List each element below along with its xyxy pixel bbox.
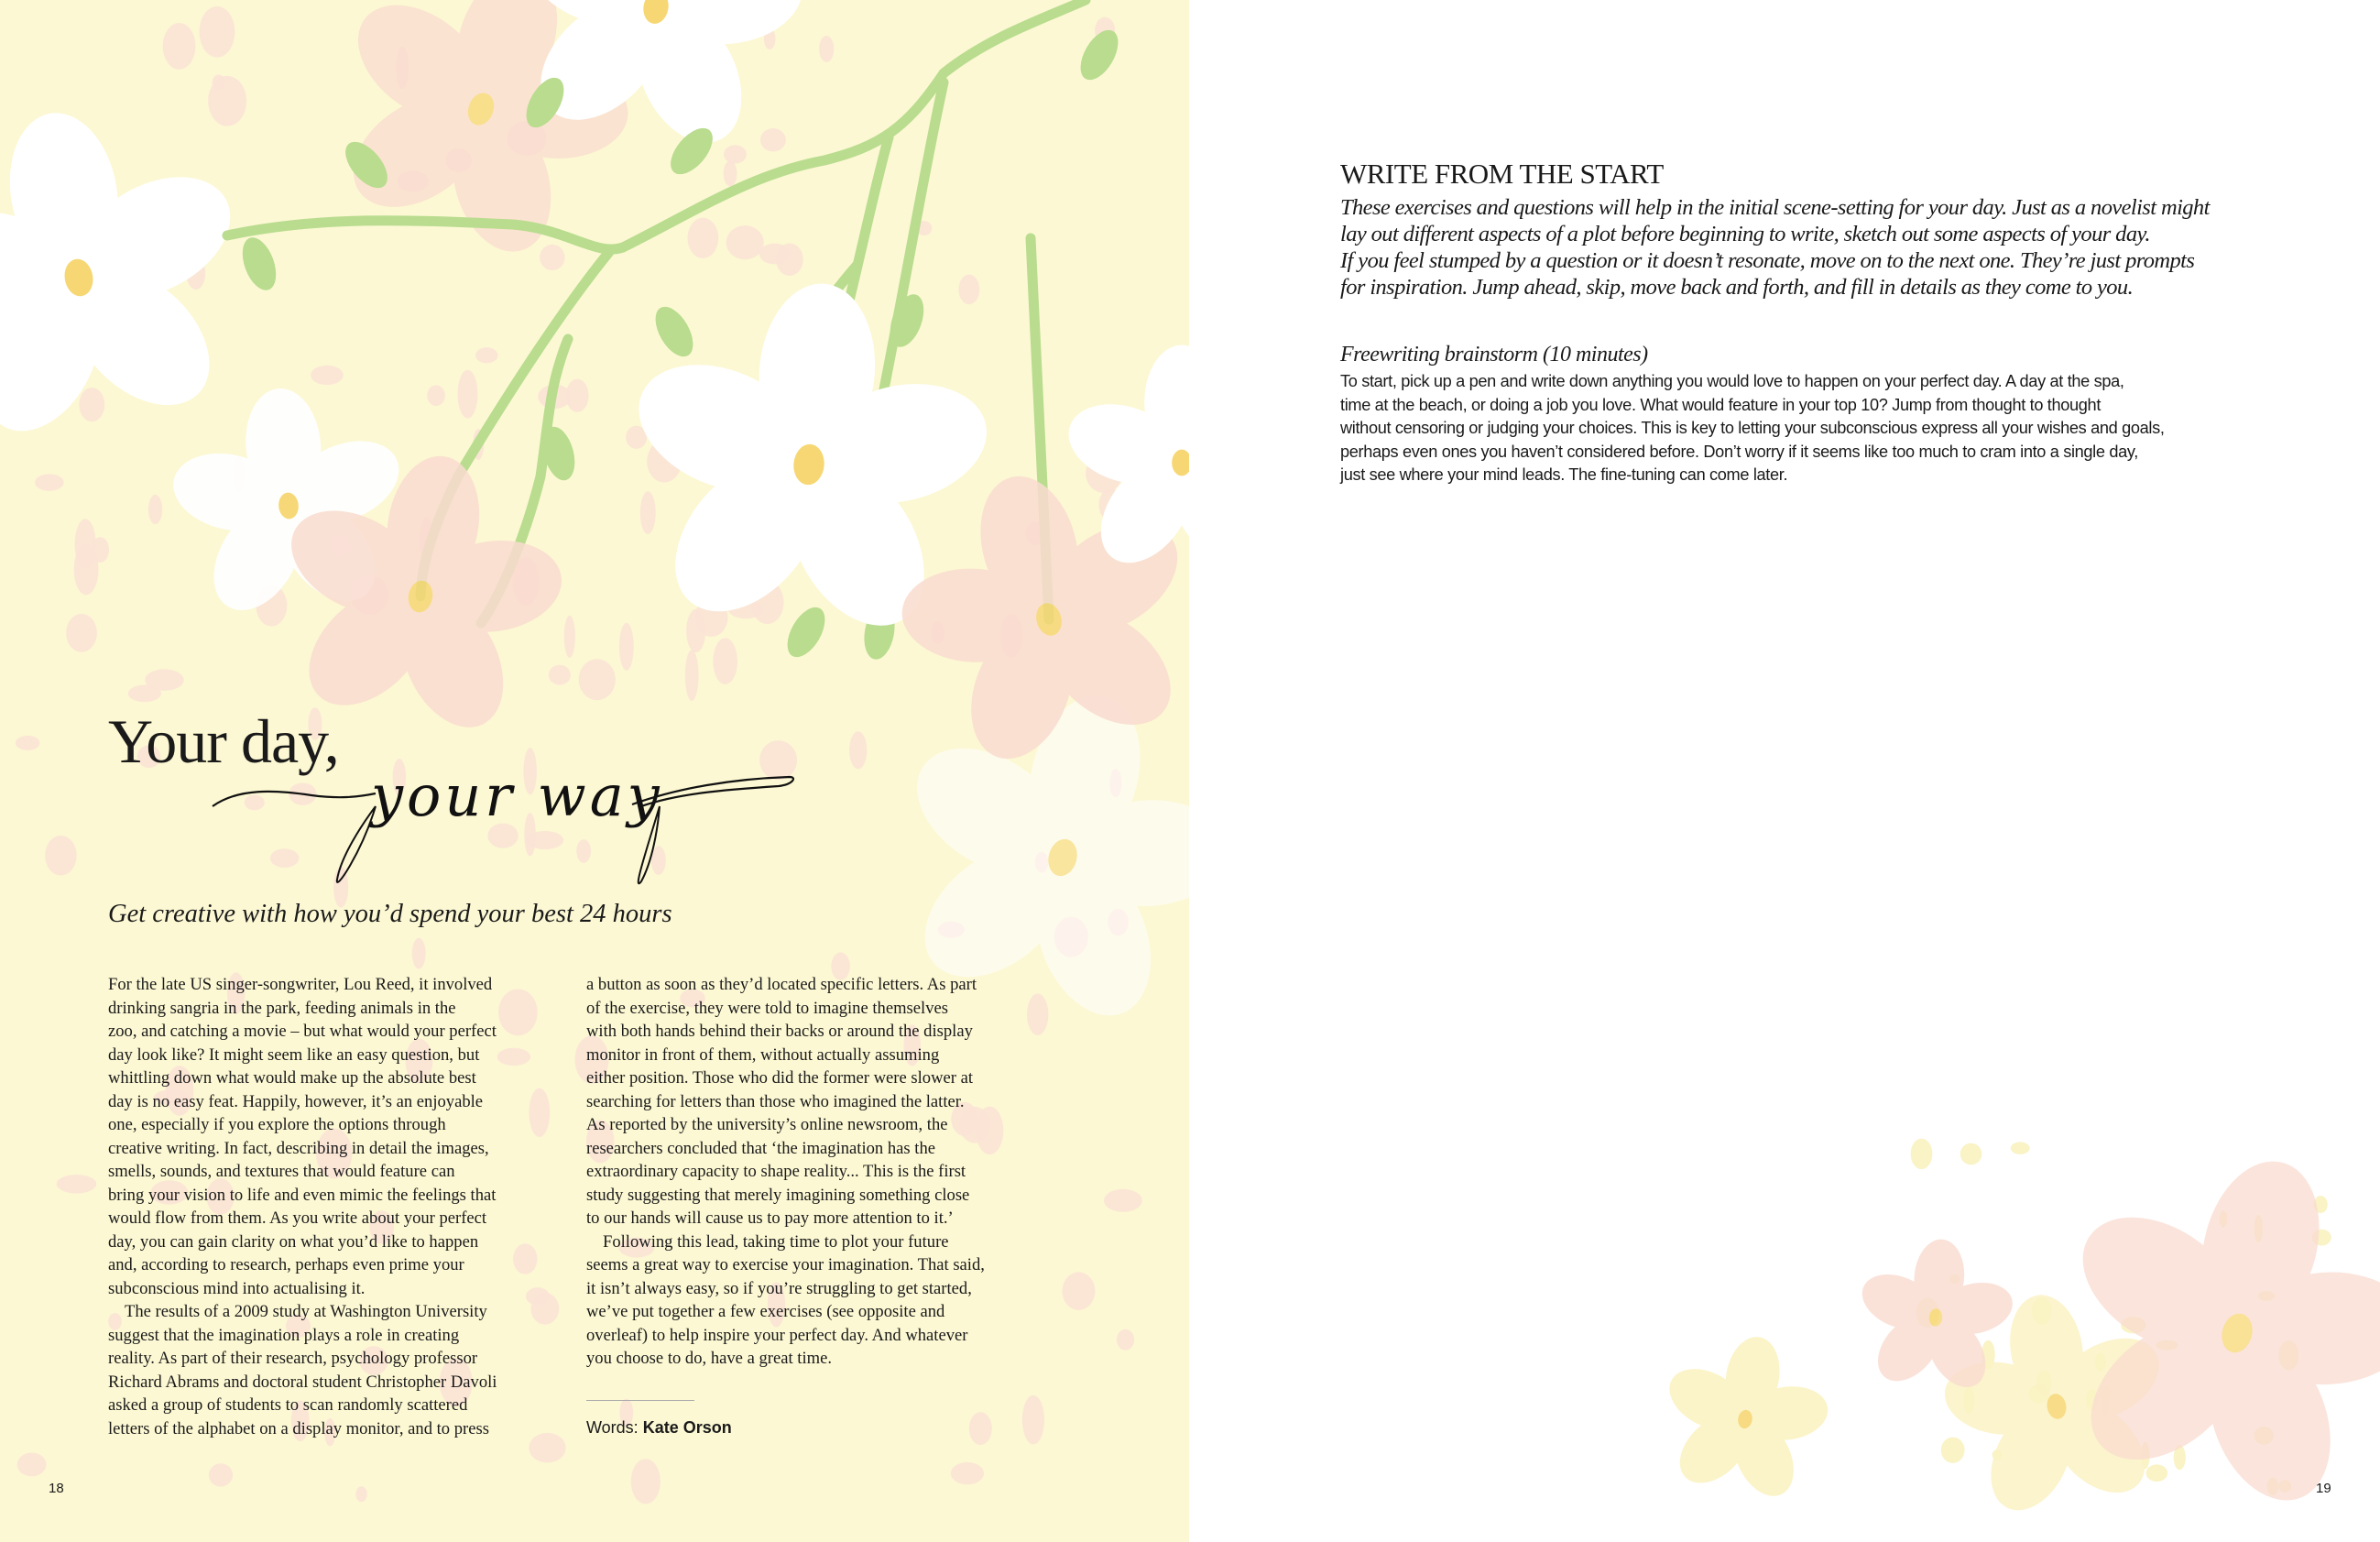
body-line: to our hands will cause us to pay more attention to it.’ xyxy=(586,1208,954,1228)
text-line: just see where your mind leads. The fine-tuning can come later. xyxy=(1340,465,1788,484)
body-line: overleaf) to help inspire your perfect day. And whatever xyxy=(586,1325,968,1345)
byline-label: Words: xyxy=(586,1418,639,1437)
background-dot xyxy=(57,1175,97,1194)
descender-y1 xyxy=(337,806,376,882)
byline xyxy=(586,1418,732,1438)
body-line: of the exercise, they were told to imagine themselves xyxy=(586,998,948,1018)
background-dot xyxy=(513,1243,537,1274)
body-line: with both hands behind their backs or around the display xyxy=(586,1022,973,1041)
background-dot xyxy=(1960,1143,1982,1165)
text-line: lay out different aspects of a plot before beginning to write, sketch out some aspects of your day. xyxy=(1340,222,2150,246)
section-heading: WRITE FROM THE START xyxy=(1340,158,1664,190)
text-line: time at the beach, or doing a job you love. What would feature in your top 10? Jump from thought to thought xyxy=(1340,395,2102,414)
body-line: a button as soon as they’d located specific letters. As part xyxy=(586,975,977,994)
background-dot xyxy=(631,1459,661,1504)
body-line: either position. Those who did the former were slower at xyxy=(586,1068,974,1088)
background-dot xyxy=(497,1048,531,1066)
background-dot xyxy=(1941,1438,1965,1463)
body-column-2 xyxy=(586,973,985,1371)
background-dot xyxy=(969,1412,992,1445)
left-page xyxy=(0,0,1189,1542)
background-dot xyxy=(526,1287,550,1305)
exercise-title: Freewriting brainstorm (10 minutes) xyxy=(1340,343,1648,366)
body-line: monitor in front of them, without actually assuming xyxy=(586,1044,940,1065)
body-line: The results of a 2009 study at Washington University xyxy=(125,1302,487,1321)
background-dot xyxy=(1104,1189,1142,1212)
body-line: and, according to research, perhaps even prime your xyxy=(108,1255,464,1274)
background-dot xyxy=(498,989,538,1035)
script-title-text: your way xyxy=(371,762,663,829)
background-dot xyxy=(529,1088,550,1137)
body-line: would flow from them. As you write about your perfect xyxy=(108,1208,487,1228)
flourish-left xyxy=(213,792,376,806)
byline-divider xyxy=(586,1400,694,1401)
body-line: For the late US singer-songwriter, Lou Reed, it involved xyxy=(108,975,493,994)
body-line: seems a great way to exercise your imagination. That said, xyxy=(586,1255,985,1274)
script-title xyxy=(0,0,1189,916)
background-dot xyxy=(1022,1395,1044,1445)
background-dot xyxy=(209,1463,233,1486)
background-dot xyxy=(1117,1329,1134,1351)
body-line: researchers concluded that ‘the imagination has the xyxy=(586,1138,936,1158)
body-line: Richard Abrams and doctoral student Christopher Davoli xyxy=(108,1372,497,1392)
text-line: for inspiration. Jump ahead, skip, move back and forth, and fill in details as they come to you. xyxy=(1340,275,2134,300)
text-line: These exercises and questions will help in the initial scene-setting for your day. Just as a novelist might xyxy=(1340,195,2210,220)
body-line: creative writing. In fact, describing in detail the images, xyxy=(108,1138,489,1158)
body-line: you choose to do, have a great time. xyxy=(586,1349,832,1368)
body-line: asked a group of students to scan randomly scattered xyxy=(108,1395,468,1415)
right-page xyxy=(1189,0,2380,1542)
background-dot xyxy=(412,938,426,969)
background-dot xyxy=(1911,1139,1933,1170)
body-line: whittling down what would make up the absolute best xyxy=(108,1068,476,1088)
article-subtitle: Get creative with how you’d spend your best 24 hours xyxy=(108,900,672,928)
background-dot xyxy=(2011,1142,2030,1154)
background-dot xyxy=(951,1462,984,1484)
article-title: Your day, xyxy=(108,706,339,776)
background-dot xyxy=(355,1486,366,1502)
body-line: one, especially if you explore the options through xyxy=(108,1115,446,1134)
background-dot xyxy=(1027,993,1048,1035)
exercise-body xyxy=(1340,370,2165,487)
text-line: without censoring or judging your choices. This is key to letting your subconscious express all your wishes and goals, xyxy=(1340,419,2165,437)
body-line: reality. As part of their research, psychology professor xyxy=(108,1349,478,1368)
background-dot xyxy=(1062,1272,1095,1310)
body-line: Following this lead, taking time to plot your future xyxy=(603,1231,949,1252)
body-line: letters of the alphabet on a display monitor, and to press xyxy=(108,1418,489,1438)
body-line: suggest that the imagination plays a role in creating xyxy=(108,1325,460,1345)
body-line: searching for letters than those who imagined the latter. xyxy=(586,1091,965,1111)
body-line: As reported by the university’s online newsroom, the xyxy=(586,1115,948,1134)
body-line: day, you can gain clarity on what you’d like to happen xyxy=(108,1231,479,1252)
body-line: smells, sounds, and textures that would feature can xyxy=(108,1162,455,1181)
body-line: drinking sangria in the park, feeding animals in the xyxy=(108,998,456,1018)
body-line: day is no easy feat. Happily, however, it’s an enjoyable xyxy=(108,1091,484,1111)
body-line: study suggesting that merely imagining something close xyxy=(586,1185,970,1205)
flower xyxy=(1644,1322,1845,1516)
section-intro xyxy=(1340,194,2210,301)
body-line: day look like? It might seem like an easy question, but xyxy=(108,1044,480,1065)
body-line: zoo, and catching a movie – but what would your perfect xyxy=(108,1022,497,1041)
background-dot xyxy=(17,1452,47,1476)
body-line: bring your vision to life and even mimic the feelings that xyxy=(108,1185,497,1205)
background-dot xyxy=(2146,1464,2168,1482)
page-number-left: 18 xyxy=(49,1481,64,1496)
text-line: If you feel stumped by a question or it doesn’t resonate, move on to the next one. They’re just prompts xyxy=(1340,248,2195,273)
body-line: extraordinary capacity to shape reality... This is the first xyxy=(586,1162,966,1181)
body-line: it isn’t always easy, so if you’re struggling to get started, xyxy=(586,1278,972,1298)
background-dot xyxy=(529,1433,565,1463)
body-line: we’ve put together a few exercises (see opposite and xyxy=(586,1302,945,1321)
body-column-1 xyxy=(108,973,497,1440)
text-line: perhaps even ones you haven’t considered before. Don’t worry if it seems like too much to cram into a single day, xyxy=(1340,442,2138,461)
body-line: subconscious mind into actualising it. xyxy=(108,1278,366,1298)
page-number-right: 19 xyxy=(2316,1481,2331,1496)
byline-author: Kate Orson xyxy=(642,1418,732,1437)
text-line: To start, pick up a pen and write down anything you would love to happen on your perfect day. A day at the spa, xyxy=(1340,372,2124,390)
